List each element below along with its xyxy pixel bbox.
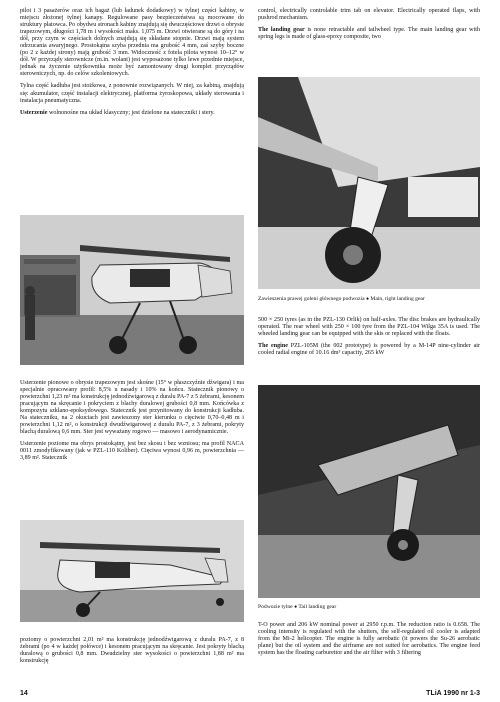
aircraft-side-photo xyxy=(20,520,244,622)
journal-footer: TLiA 1990 nr 1-3 xyxy=(426,690,480,697)
left-column-top xyxy=(20,8,244,122)
page-number: 14 xyxy=(20,690,28,697)
caption-english: Tail landing gear xyxy=(298,604,337,610)
right-column-bottom xyxy=(258,622,480,662)
left-column-middle xyxy=(20,380,244,468)
paragraph: T-O power and 206 kW nominal power at 2950 r.p.m. The reduction ratio is 0.658. The cooling intensity is regulated with the shutters, the self-regulated oil cooler is adapted from the Mi-2 helicopter. The engine is fully aerobatic (it powers the Su-26 aerobatic plane) but the oil system and the airframe are not suited for aerobatics. The engine feed system has the floating carburettor and the air filter with 3 filtering xyxy=(258,622,480,657)
right-column-middle xyxy=(258,317,480,362)
tail-gear-photo xyxy=(258,385,480,598)
section-heading: Usterzenie xyxy=(20,109,48,116)
paragraph-text: PZL-105M (the 002 prototype) is powered by a M-14P nine-cylinder air cooled radial engine of 10.16 dm³ capacity, 265 kW xyxy=(258,343,480,357)
bullet-icon: ● xyxy=(294,605,298,610)
aircraft-illustration xyxy=(20,215,244,365)
paragraph: Usterzenie pionowe o obrysie trapezowym jest skośne (15° w płaszczyźnie dźwigara) i ma specjalnie opracowany profil: 8,5% u nasady i 10% na końcu. Statecznik pionowy o powierzchni 1,23 m² ma konstrukcję jednodźwigarową z duralu PA-7 z 5 żebrami, kesonem pracującym na skręcanie i pokryciem z blachy duralowej grubości 0,8 mm. Końcówka z kompozytu szklano-epoksydowego. Statecznik jest przynitowany do konstrukcji kadłuba. Na stateczniku, na 2 okuciach jest zawieszony ster kierunku o cięciwie 0,70–0,48 m i powierzchni 1,12 m², o konstrukcji dwudźwigarowej z duralu PA-7, z 3 żebrami, pokryty blachą duralową 0,6 mm. Ster jest wyważany rogowo — masowo i aerodynamicznie. xyxy=(20,380,244,436)
paragraph: control, electrically controlable trim tab on elevator. Electrically operated flaps, with pushrod mechanism. xyxy=(258,8,480,22)
paragraph: poziomy o powierzchni 2,01 m² ma konstrukcję jednodźwigarową z duralu PA-7, z 8 żebrami (po 4 w każdej połówce) i kesonem pracującym na skręcanie. Jest pokryty blachą duralową o grubości 0,8 mm. Dwudzielny ster wysokości o powierzchni 1,88 m² ma konstrukcję xyxy=(20,637,244,665)
caption-polish: Podwozie tylne xyxy=(258,604,293,610)
left-column-bottom xyxy=(20,637,244,670)
aircraft-photo xyxy=(20,215,244,365)
paragraph-text: wolnonośne ma układ klasyczny; jest dzielone na stateczniki i stery. xyxy=(47,109,215,116)
paragraph: pilot i 3 pasażerów oraz ich bagaż (lub ładunek dodatkowy) w tylnej części kabiny, w miejscu złożonej tylnej kanapy. Regulowane pasy bezpieczeństwa są mocowane do struktury płatowca. Po obydwu stronach kabiny znajdują się dwuczęściowe drzwi o obrysie trapezowym, długości 1,78 m i wysokości maks. 1,075 m. Drzwi otwierane są do góry i na dół, przy czym w częściach dolnych znajdują się składane stopnie. Drzwi mają system odrzucania awaryjnego. Prostokątna szyba przednia ma grubość 4 mm, zaś szyby boczne (po 2 z każdej strony) mają grubość 3 mm. Widoczność z fotela pilota wynosi 10–12° w dół. W przyrządy sterownicze (m.in. wolant) jest wyposażone tylko lewe przednie miejsce, jednak na życzenie użytkownika może być zamontowany drugi komplet przyrządów sterowniczych, np. do celów szkoleniowych. xyxy=(20,8,244,78)
paragraph: 500 × 250 tyres (as in the PZL-130 Orlik) on half-axles. The disc brakes are hydraulically operated. The rear wheel with 250 × 100 tyre from the PZL-104 Wilga 35A is used. The wheeled landing gear can be equipped with the skis or replaced with the floats. xyxy=(258,317,480,338)
figure-caption xyxy=(258,296,480,303)
right-column-top xyxy=(258,8,480,46)
tail-gear-illustration xyxy=(258,385,480,598)
bullet-icon: ● xyxy=(365,297,369,302)
section-heading: The engine xyxy=(258,343,288,350)
landing-gear-photo xyxy=(258,77,480,289)
caption-polish: Zawieszenia prawej goleni głównego podwozia xyxy=(258,296,365,302)
paragraph xyxy=(20,110,244,117)
paragraph: Usterzenie poziome ma obrys prostokątny, jest bez skosu i bez wzniosu; ma profil NACA 0011 zmodyfikowany (jak w PZL-110 Koliber). Cięciwa wynosi 0,96 m, powierzchnia — 3,89 m². Statecznik xyxy=(20,441,244,462)
paragraph xyxy=(258,27,480,41)
figure-caption xyxy=(258,604,480,611)
section-heading: The landing gear xyxy=(258,27,305,34)
paragraph xyxy=(258,343,480,357)
landing-gear-illustration xyxy=(258,77,480,289)
paragraph: Tylna część kadłuba jest stożkowa, z ponownie rozwiązanych. W niej, za kabiną, znajdują się: akumulator, część instalacji elektrycznej, platforma żyroskopowa, układy sterowania i instalacja pneumatyczna. xyxy=(20,83,244,104)
paragraph-text: is none retractable and tailwheel type. The main landing gear with spring legs is made of glass-epoxy composite, two xyxy=(258,27,481,41)
caption-english: Main, right landing gear xyxy=(370,296,425,302)
aircraft-side-illustration xyxy=(20,520,244,622)
